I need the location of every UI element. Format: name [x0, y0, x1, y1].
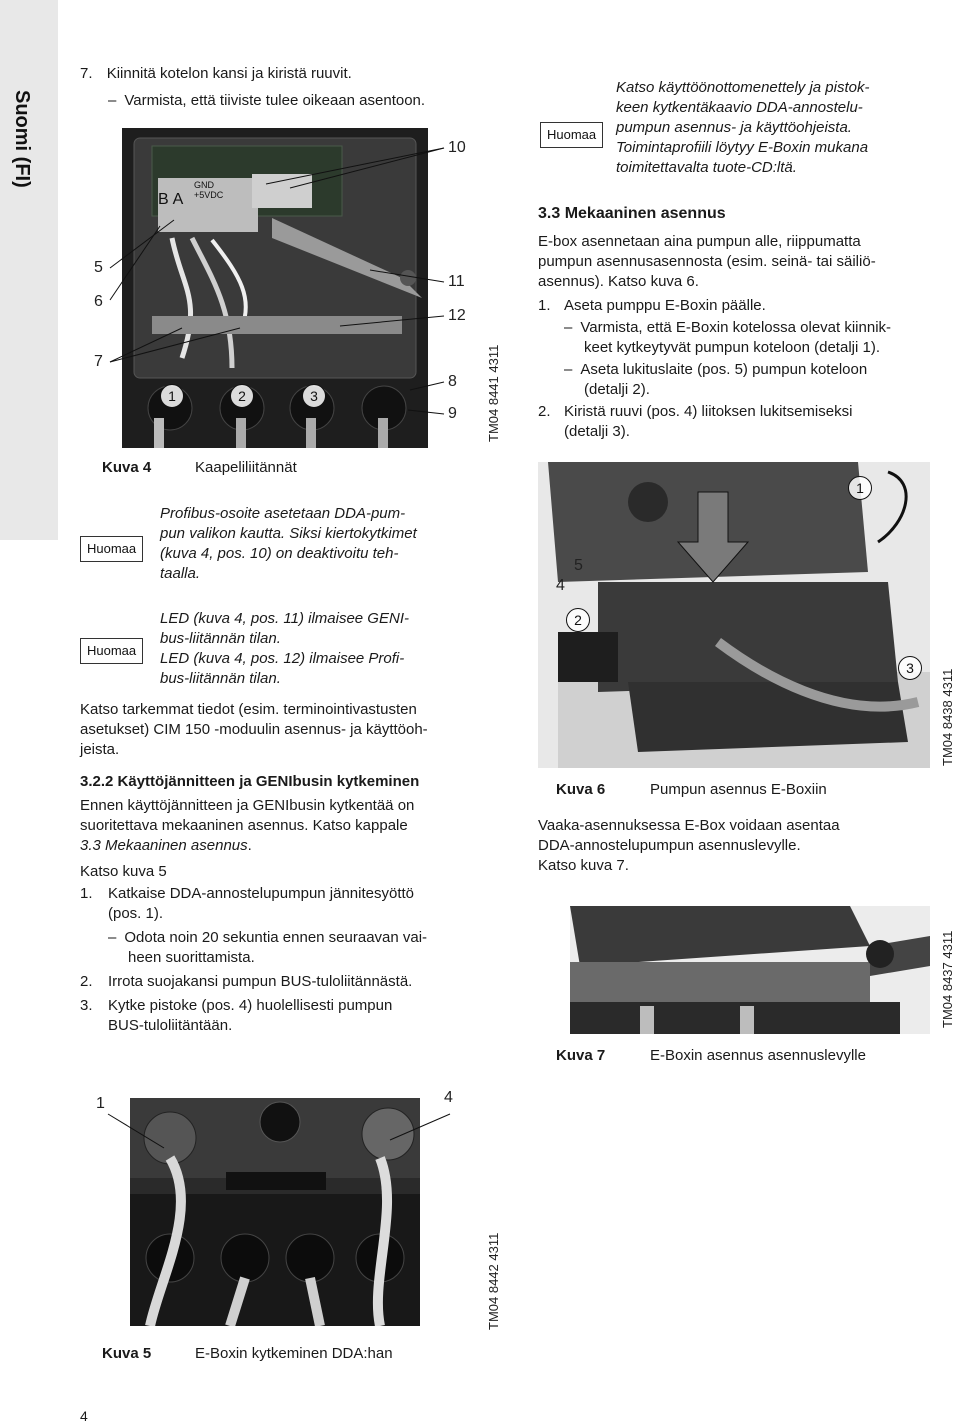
- callout-12: 12: [448, 307, 466, 324]
- figure-5-caption: E-Boxin kytkeminen DDA:han: [195, 1345, 393, 1362]
- section-heading-322: 3.2.2 Käyttöjännitteen ja GENIbusin kytkeminen: [80, 773, 420, 790]
- section-33-paragraph: E-box asennetaan aina pumpun alle, riippumatta pumpun asennusasennosta (esim. seinä- tai säiliö- asennus). Katso kuva 6.: [538, 233, 876, 290]
- terminal-power-labels: GND +5VDC: [194, 180, 224, 200]
- callout-10: 10: [448, 139, 466, 156]
- callout-5: 5: [94, 259, 103, 276]
- step-list-33: [538, 296, 938, 442]
- fig5-callout-4: 4: [444, 1089, 453, 1106]
- step-text: Kiinnitä kotelon kansi ja kiristä ruuvit.: [106, 65, 352, 82]
- mounting-plate-photo: [570, 906, 930, 1034]
- callout-9: 9: [448, 405, 457, 422]
- step-1-line-2: (pos. 1).: [108, 905, 164, 922]
- figure-6-caption: Pumpun asennus E-Boxiin: [650, 781, 827, 798]
- step-1: 1. Katkaise DDA-annostelupumpun jännitesyöttö: [80, 885, 415, 902]
- figure-5-code: TM04 8442 4311: [486, 1232, 501, 1330]
- language-label: Suomi (FI): [11, 90, 33, 188]
- step-2: 2. Irrota suojakansi pumpun BUS-tuloliitännästä.: [80, 973, 413, 990]
- language-side-tab: [0, 0, 58, 540]
- callout-circled-2: 2: [230, 384, 254, 408]
- figure-7-code: TM04 8437 4311: [940, 930, 955, 1028]
- pump-mounting-photo: [538, 462, 930, 768]
- step-3: 3. Kytke pistoke (pos. 4) huolellisesti pumpun: [80, 997, 393, 1014]
- mount-substep-1-line-2: keet kytkeytyvät pumpun koteloon (detalji 1).: [584, 339, 880, 356]
- fig6-callout-circled-3: 3: [898, 656, 922, 680]
- figure-6-code: TM04 8438 4311: [940, 668, 955, 766]
- mount-step-2-line-2: (detalji 3).: [564, 423, 630, 440]
- figure-4-code: TM04 8441 4311: [486, 344, 501, 442]
- figure-6-number: Kuva 6: [556, 781, 606, 798]
- step-1-substep: – Odota noin 20 sekuntia ennen seuraavan vai-: [80, 928, 427, 948]
- step-7: [80, 64, 352, 84]
- mount-step-1: 1. Aseta pumppu E-Boxin päälle.: [538, 297, 766, 314]
- figure-4-caption: Kaapeliliitännät: [195, 459, 297, 476]
- note-2-text: LED (kuva 4, pos. 11) ilmaisee GENI- bus-liitännän tilan. LED (kuva 4, pos. 12) ilmaisee Profi- bus-liitännän tilan.: [160, 610, 409, 687]
- note-label-right: Huomaa: [540, 122, 603, 148]
- step-list-322: [80, 884, 427, 1036]
- mounting-plate-illustration: [570, 906, 930, 1034]
- fig6-callout-circled-1: 1: [848, 476, 872, 500]
- step-7-substep: – Varmista, että tiiviste tulee oikeaan asentoon.: [108, 91, 425, 111]
- horizontal-mounting-paragraph: Vaaka-asennuksessa E-Box voidaan asentaa DDA-annostelupumpun asennuslevylle. Katso kuva 7.: [538, 817, 840, 874]
- note-right-text: Katso käyttöönottomenettely ja pistok- keen kytkentäkaavio DDA-annostelu- pumpun asennus- ja käyttöohjeista. Toimintaprofiili löytyy E-Boxin mukana toimitettavalta tuote-CD:ltä.: [616, 79, 870, 176]
- fig6-callout-4: 4: [556, 577, 565, 594]
- fig6-callout-circled-2: 2: [566, 608, 590, 632]
- page-number: 4: [80, 1408, 88, 1424]
- callout-7: 7: [94, 353, 103, 370]
- figure-4-number: Kuva 4: [102, 459, 152, 476]
- figure-4-leader-lines: [90, 130, 470, 420]
- figure-5-leader-lines: [100, 1100, 460, 1160]
- fig6-callout-5: 5: [574, 557, 583, 574]
- step-number: 7.: [80, 65, 93, 82]
- figure-7-number: Kuva 7: [556, 1047, 606, 1064]
- figure-5-number: Kuva 5: [102, 1345, 152, 1362]
- note-label-1: Huomaa: [80, 536, 143, 562]
- step-1-substep-line-2: heen suorittamista.: [128, 949, 255, 966]
- mount-step-2: 2. Kiristä ruuvi (pos. 4) liitoksen lukitsemiseksi: [538, 403, 853, 420]
- see-figure-5: Katso kuva 5: [80, 863, 167, 880]
- section-heading-33: 3.3 Mekaaninen asennus: [538, 205, 726, 222]
- callout-circled-3: 3: [302, 384, 326, 408]
- mount-substep-1: – Varmista, että E-Boxin kotelossa olevat kiinnik-: [538, 318, 938, 338]
- callout-6: 6: [94, 293, 103, 310]
- pump-mounting-illustration: [538, 462, 930, 768]
- cim150-reference-paragraph: Katso tarkemmat tiedot (esim. terminointivastusten asetukset) CIM 150 -moduulin asennus- ja käyttöoh- jeista.: [80, 701, 428, 758]
- mount-substep-2: – Aseta lukituslaite (pos. 5) pumpun koteloon: [538, 360, 938, 380]
- callout-11: 11: [448, 273, 465, 290]
- mount-substep-2-line-2: (detalji 2).: [584, 381, 650, 398]
- note-label-2: Huomaa: [80, 638, 143, 664]
- callout-8: 8: [448, 373, 457, 390]
- note-1-text: Profibus-osoite asetetaan DDA-pum- pun valikon kautta. Siksi kiertokytkimet (kuva 4, pos. 10) on deaktivoitu teh- taalla.: [160, 505, 417, 582]
- figure-7-caption: E-Boxin asennus asennuslevylle: [650, 1047, 866, 1064]
- step-3-line-2: BUS-tuloliitäntään.: [108, 1017, 233, 1034]
- section-322-paragraph: Ennen käyttöjännitteen ja GENIbusin kytkentää on suoritettava mekaaninen asennus. Katso kappale 3.3 Mekaaninen asennus.: [80, 797, 415, 854]
- callout-circled-1: 1: [160, 384, 184, 408]
- fig5-callout-1: 1: [96, 1095, 105, 1112]
- terminal-labels: BA: [158, 191, 188, 208]
